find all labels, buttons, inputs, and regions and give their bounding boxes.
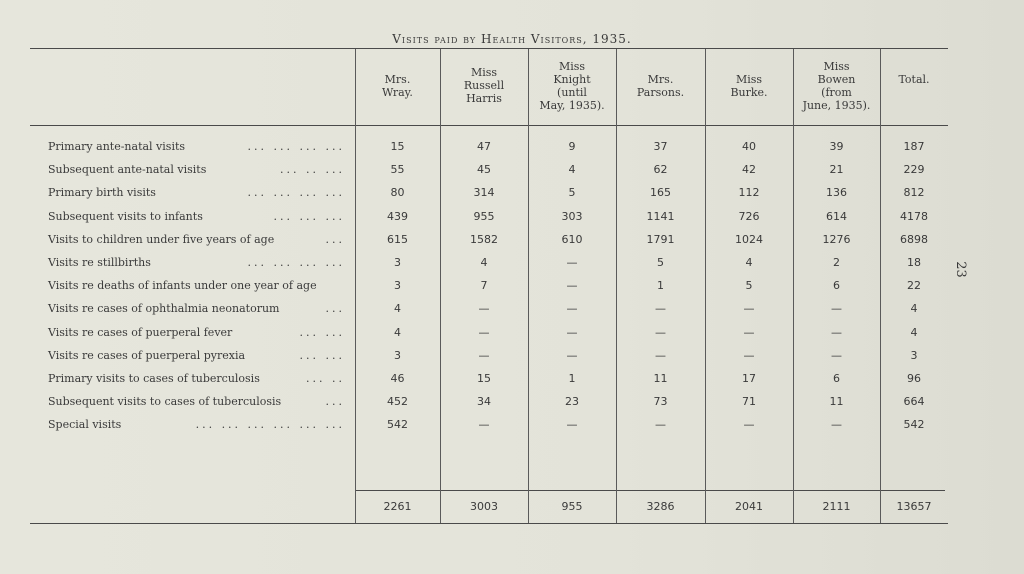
table-cell: 112 [738, 186, 760, 200]
table-cell: 11 [829, 395, 844, 409]
table-cell: 4 [480, 256, 488, 269]
row-leader-dots: ... ... [299, 348, 345, 362]
table-cell: 303 [561, 209, 583, 223]
table-cell: 187 [903, 140, 925, 153]
table-cell: — [655, 418, 666, 432]
table-cell: — [831, 348, 842, 362]
table-title: Visits paid by Health Visitors, 1935. [392, 32, 632, 46]
table-cell: 3 [394, 348, 401, 362]
table-cell: — [743, 302, 755, 316]
table-cell: 1582 [470, 232, 498, 246]
row-leader-dots: ... ... ... [273, 209, 345, 223]
table-cell: 73 [653, 395, 668, 409]
table-cell: 7 [480, 279, 488, 293]
table-cell: — [478, 418, 490, 432]
table-cell: 37 [653, 140, 668, 153]
table-cell: — [743, 348, 755, 362]
column-header: Miss Burke. [730, 73, 768, 99]
header-rule [30, 125, 948, 126]
row-label: Visits to children under five years of age [48, 232, 275, 246]
table-cell: 4 [910, 302, 918, 316]
total-cell: 955 [561, 500, 583, 513]
table-cell: 955 [473, 209, 495, 223]
table-cell: — [566, 279, 578, 293]
table-cell: 62 [653, 163, 668, 177]
row-label: Visits re stillbirths [48, 256, 151, 269]
table-cell: 542 [903, 418, 925, 432]
column-header: Total. [898, 73, 930, 86]
row-leader-dots: ... [325, 232, 345, 246]
table-cell: 42 [742, 163, 756, 177]
table-cell: 6 [833, 372, 840, 385]
row-leader-dots: ... ... ... ... [247, 256, 345, 269]
column-separator [528, 49, 529, 523]
table-cell: — [743, 325, 755, 339]
table-cell: 452 [387, 395, 408, 409]
column-separator [705, 49, 706, 523]
table-cell: — [655, 325, 666, 339]
table-cell: 80 [390, 186, 405, 200]
table-cell: 614 [826, 209, 847, 223]
row-label: Primary visits to cases of tuberculosis [48, 372, 260, 385]
table-cell: 4 [568, 163, 576, 177]
table-cell: 9 [568, 140, 576, 153]
table-cell: 96 [907, 372, 921, 385]
table-cell: 3 [910, 348, 918, 362]
table-cell: 3 [394, 279, 401, 293]
table-cell: 4 [745, 256, 753, 269]
table-cell: 4 [394, 302, 401, 316]
table-cell: 22 [907, 279, 921, 293]
table-cell: 314 [473, 186, 495, 200]
table-cell: 6898 [900, 232, 928, 246]
table-cell: 15 [477, 372, 491, 385]
table-cell: — [831, 302, 842, 316]
table-cell: 5 [745, 279, 753, 293]
table-cell: — [478, 302, 490, 316]
table-cell: 1 [657, 279, 664, 293]
table-cell: 615 [387, 232, 408, 246]
row-label: Visits re cases of puerperal pyrexia [48, 348, 246, 362]
total-cell: 3003 [470, 500, 498, 513]
row-label: Primary ante-natal visits [48, 140, 186, 153]
totals-rule [355, 490, 945, 491]
column-separator [355, 49, 356, 523]
row-leader-dots: ... .. [306, 372, 345, 385]
row-label: Primary birth visits [48, 186, 156, 200]
table-cell: 55 [390, 163, 405, 177]
page-number: 23 [952, 261, 968, 278]
table-cell: 4178 [900, 209, 928, 223]
table-cell: 39 [829, 140, 844, 153]
table-cell: 11 [653, 372, 668, 385]
table-cell: 439 [387, 209, 408, 223]
row-leader-dots: ... ... ... ... [247, 140, 345, 153]
table-cell: 1141 [646, 209, 675, 223]
table-cell: 21 [829, 163, 844, 177]
table-cell: 6 [833, 279, 840, 293]
table-cell: 1 [568, 372, 576, 385]
row-label: Subsequent ante-natal visits [48, 163, 207, 177]
row-label: Subsequent visits to cases of tuberculosis [48, 395, 282, 409]
table-cell: 46 [390, 372, 405, 385]
table-cell: — [655, 302, 666, 316]
table-cell: 71 [742, 395, 756, 409]
table-cell: — [831, 418, 842, 432]
table-cell: — [478, 325, 490, 339]
column-header: Mrs. Parsons. [636, 73, 685, 99]
row-leader-dots: ... [325, 302, 345, 316]
row-label: Visits re cases of puerperal fever [48, 325, 233, 339]
row-leader-dots: ... ... [299, 325, 345, 339]
table-cell: 2 [833, 256, 840, 269]
table-cell: — [566, 418, 578, 432]
table-cell: 229 [903, 163, 925, 177]
table-cell: 542 [387, 418, 408, 432]
table-cell: 18 [907, 256, 921, 269]
table-cell: — [566, 302, 578, 316]
table-cell: 15 [390, 140, 405, 153]
table-cell: 726 [738, 209, 760, 223]
total-cell: 2111 [822, 500, 851, 513]
column-header: Miss Bowen (from June, 1935). [802, 60, 871, 112]
table-cell: 4 [394, 325, 401, 339]
total-cell: 13657 [896, 500, 932, 513]
column-separator [793, 49, 794, 523]
row-label: Visits re cases of ophthalmia neonatorum [48, 302, 280, 316]
row-leader-dots: ... ... ... ... ... ... [195, 418, 345, 432]
total-cell: 2261 [383, 500, 412, 513]
row-leader-dots: ... [325, 395, 345, 409]
table-cell: — [831, 325, 842, 339]
table-cell: 34 [477, 395, 491, 409]
row-label: Subsequent visits to infants [48, 209, 203, 223]
total-cell: 3286 [646, 500, 675, 513]
row-label: Visits re deaths of infants under one year of age [48, 279, 317, 293]
table-cell: 136 [826, 186, 847, 200]
table-cell: — [566, 256, 578, 269]
total-cell: 2041 [735, 500, 763, 513]
table-cell: 45 [477, 163, 491, 177]
table-cell: 5 [657, 256, 664, 269]
column-separator [880, 49, 881, 523]
table-cell: 3 [394, 256, 401, 269]
column-separator [440, 49, 441, 523]
table-cell: 812 [903, 186, 925, 200]
top-rule [30, 48, 948, 49]
table-cell: — [566, 325, 578, 339]
row-leader-dots: ... ... ... ... [247, 186, 345, 200]
table-cell: 5 [568, 186, 576, 200]
column-header: Mrs. Wray. [382, 73, 413, 99]
table-cell: 165 [650, 186, 671, 200]
table-cell: 4 [910, 325, 918, 339]
table-cell: 1791 [646, 232, 675, 246]
column-separator [616, 49, 617, 523]
table-cell: 1024 [735, 232, 763, 246]
table-cell: 40 [742, 140, 756, 153]
table-cell: — [743, 418, 755, 432]
table-cell: — [566, 348, 578, 362]
table-cell: 47 [477, 140, 491, 153]
table-cell: 610 [561, 232, 583, 246]
table-cell: — [655, 348, 666, 362]
table-cell: 1276 [822, 232, 851, 246]
column-header: Miss Knight (until May, 1935). [539, 60, 605, 112]
table-cell: 17 [742, 372, 756, 385]
row-label: Special visits [48, 418, 122, 432]
table-cell: — [478, 348, 490, 362]
column-header: Miss Russell Harris [463, 66, 505, 105]
bottom-rule [30, 523, 948, 524]
row-leader-dots: ... .. ... [280, 163, 345, 177]
table-cell: 23 [565, 395, 579, 409]
table-cell: 664 [903, 395, 925, 409]
